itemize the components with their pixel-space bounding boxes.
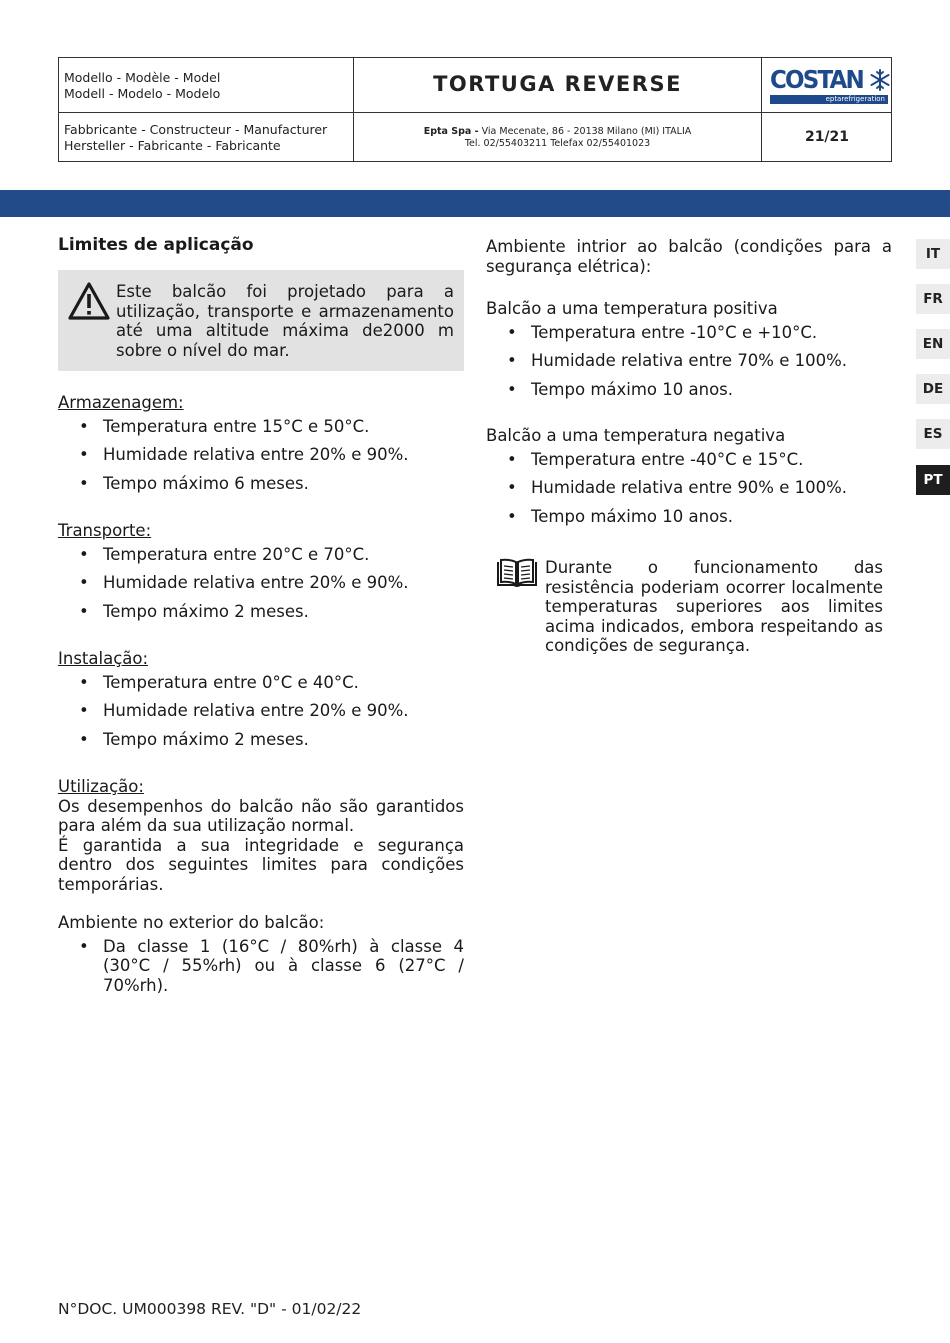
exterior-section xyxy=(58,913,464,1004)
negative-section xyxy=(486,426,892,535)
logo-subtitle: eptarefrigeration xyxy=(770,95,888,104)
list-item: • Tempo máximo 6 meses. xyxy=(58,474,464,494)
model-label-line-1: Modello - Modèle - Model xyxy=(64,70,221,85)
manufacturer-info xyxy=(354,126,761,150)
storage-title: Armazenagem: xyxy=(58,393,184,412)
model-label-line-2: Modell - Modelo - Modelo xyxy=(64,86,221,101)
positive-title: Balcão a uma temperatura positiva xyxy=(486,299,778,318)
list-item: • Humidade relativa entre 90% e 100%. xyxy=(486,478,892,498)
storage-section xyxy=(58,393,464,502)
manufacturer-label-line-2: Hersteller - Fabricante - Fabricante xyxy=(64,138,281,153)
list-item: • Temperatura entre 20°C e 70°C. xyxy=(58,545,464,565)
list-item: • Tempo máximo 10 anos. xyxy=(486,507,892,527)
list-item: • Humidade relativa entre 20% e 90%. xyxy=(58,573,464,593)
usage-section xyxy=(58,777,464,894)
manufacturer-name: Epta Spa - xyxy=(423,126,479,137)
lang-tab-es[interactable]: ES xyxy=(916,419,950,449)
warning-text: Este balcão foi projetado para a utilização, transporte e armazenamento até uma altitude máxima de2000 m sobre o nível do mar. xyxy=(116,282,454,360)
model-label xyxy=(64,70,349,102)
warning-icon xyxy=(67,281,111,321)
list-item: • Tempo máximo 10 anos. xyxy=(486,380,892,400)
document-number: N°DOC. UM000398 REV. "D" - 01/02/22 xyxy=(58,1300,362,1318)
negative-title: Balcão a uma temperatura negativa xyxy=(486,426,786,445)
list-item: • Humidade relativa entre 20% e 90%. xyxy=(58,445,464,465)
list-item: • Temperatura entre -40°C e 15°C. xyxy=(486,450,892,470)
manufacturer-label-line-1: Fabbricante - Constructeur - Manufacturer xyxy=(64,122,328,137)
book-icon xyxy=(495,558,539,590)
section-title: Limites de aplicação xyxy=(58,235,254,255)
list-item: • Temperatura entre 0°C e 40°C. xyxy=(58,673,464,693)
lang-tab-en[interactable]: EN xyxy=(916,329,950,359)
manufacturer-address: Via Mecenate, 86 - 20138 Milano (MI) ITALIA xyxy=(478,126,692,137)
list-item: • Humidade relativa entre 20% e 90%. xyxy=(58,701,464,721)
manufacturer-phone: Tel. 02/55403211 Telefax 02/55401023 xyxy=(464,138,651,149)
snowflake-icon xyxy=(870,69,890,91)
list-item: • Humidade relativa entre 70% e 100%. xyxy=(486,351,892,371)
logo xyxy=(762,58,892,112)
list-item: • Temperatura entre 15°C e 50°C. xyxy=(58,417,464,437)
note-text: Durante o funcionamento das resistência poderiam ocorrer localmente temperaturas superiores aos limites acima indicados, embora respeitando as condições de segurança. xyxy=(545,558,883,655)
positive-section xyxy=(486,299,892,408)
exterior-title: Ambiente no exterior do balcão: xyxy=(58,913,325,932)
lang-tab-fr[interactable]: FR xyxy=(916,284,950,314)
manufacturer-label xyxy=(64,122,349,154)
interior-intro: Ambiente intrior ao balcão (condições para a segurança elétrica): xyxy=(486,237,892,276)
usage-paragraph-1: Os desempenhos do balcão não são garantidos para além da sua utilização normal. xyxy=(58,796,464,835)
list-item: • Tempo máximo 2 meses. xyxy=(58,602,464,622)
page-number: 21/21 xyxy=(804,129,850,145)
header-table xyxy=(58,57,892,162)
list-item: • Da classe 1 (16°C / 80%rh) à classe 4 (30°C / 55%rh) ou à classe 6 (27°C / 70%rh). xyxy=(58,937,464,996)
lang-tab-pt[interactable]: PT xyxy=(916,465,950,495)
lang-tab-it[interactable]: IT xyxy=(916,239,950,269)
document-title: TORTUGA REVERSE xyxy=(433,72,682,96)
list-item: • Tempo máximo 2 meses. xyxy=(58,730,464,750)
header-band xyxy=(0,190,950,217)
installation-section xyxy=(58,649,464,758)
warning-box xyxy=(58,270,464,371)
transport-title: Transporte: xyxy=(58,521,152,540)
logo-wordmark: COSTAN xyxy=(770,65,863,94)
usage-paragraph-2: É garantida a sua integridade e segurança dentro dos seguintes limites para condições temporárias. xyxy=(58,835,464,894)
installation-title: Instalação: xyxy=(58,649,149,668)
list-item: • Temperatura entre -10°C e +10°C. xyxy=(486,323,892,343)
transport-section xyxy=(58,521,464,630)
usage-title: Utilização: xyxy=(58,777,144,796)
lang-tab-de[interactable]: DE xyxy=(916,374,950,404)
